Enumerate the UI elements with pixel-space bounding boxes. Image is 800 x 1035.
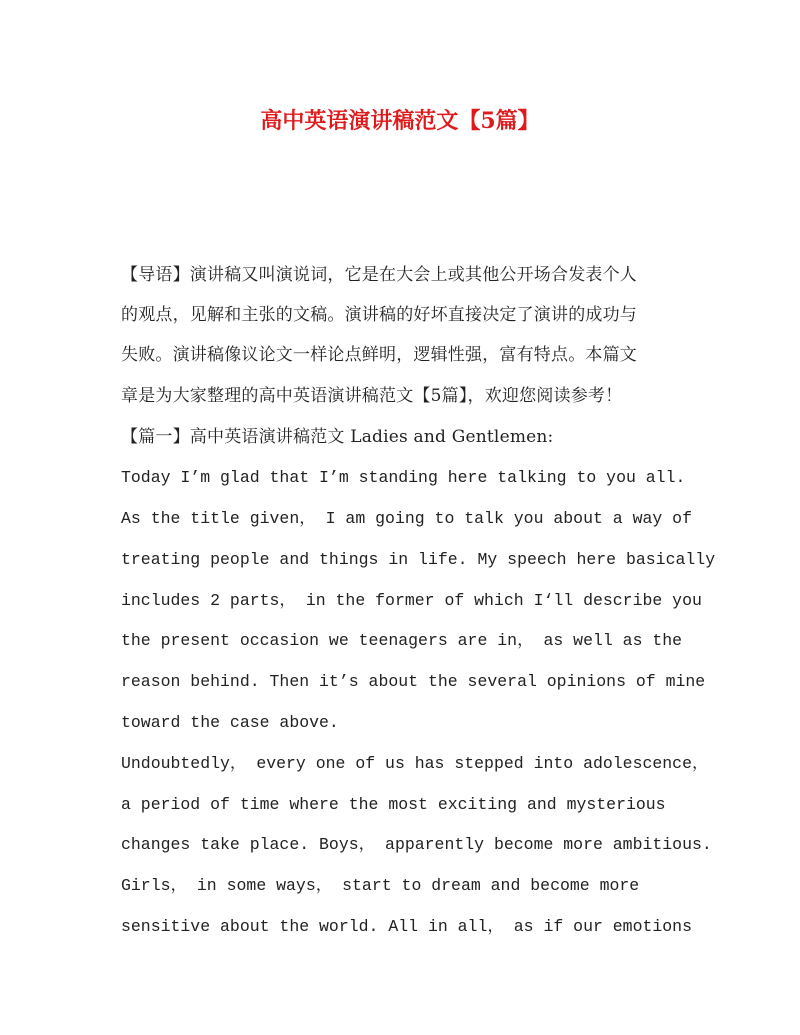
body-line: 【篇一】高中英语演讲稿范文 Ladies and Gentlemen: bbox=[121, 427, 554, 447]
body-line: reason behind. Then it’s about the several opinions of mine bbox=[121, 672, 706, 691]
body-line: As the title given， I am going to talk you about a way of bbox=[121, 509, 692, 528]
body-line: Today I’m glad that I’m standing here talking to you all. bbox=[121, 468, 686, 487]
body-line: Girls， in some ways， start to dream and become more bbox=[121, 876, 640, 895]
body-line: sensitive about the world. All in all， as if our emotions bbox=[121, 917, 692, 936]
body-line: toward the case above. bbox=[121, 713, 339, 732]
body-line: the present occasion we teenagers are in， as well as the bbox=[121, 631, 683, 650]
body-line: includes 2 parts， in the former of which I‘ll describe you bbox=[121, 591, 702, 610]
body-line: 章是为大家整理的高中英语演讲稿范文【5篇】，欢迎您阅读参考！ bbox=[121, 386, 623, 406]
body-line: 失败。演讲稿像议论文一样论点鲜明，逻辑性强，富有特点。本篇文 bbox=[121, 345, 637, 365]
body-line: changes take place. Boys， apparently become more ambitious. bbox=[121, 835, 712, 854]
body-line: a period of time where the most exciting and mysterious bbox=[121, 795, 666, 814]
body-line: treating people and things in life. My speech here basically bbox=[121, 550, 716, 569]
document-title: 高中英语演讲稿范文【5篇】 bbox=[260, 108, 540, 134]
body-line: 【导语】演讲稿又叫演说词，它是在大会上或其他公开场合发表个人 bbox=[121, 265, 637, 285]
body-line: 的观点，见解和主张的文稿。演讲稿的好坏直接决定了演讲的成功与 bbox=[121, 305, 637, 325]
body-line: Undoubtedly， every one of us has stepped into adolescence， bbox=[121, 754, 709, 773]
